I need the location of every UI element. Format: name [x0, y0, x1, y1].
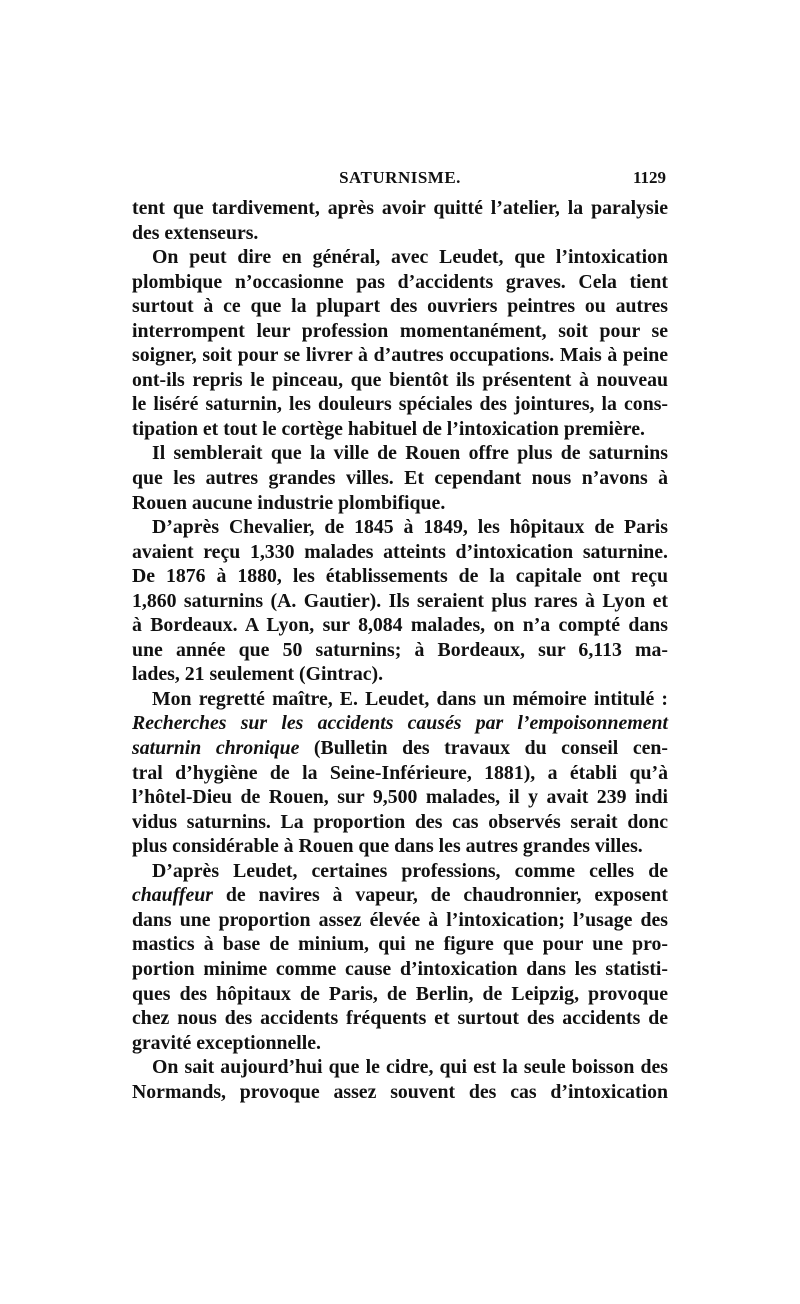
text-line: tral d’hygiène de la Seine-Inférieure, 1881), a établi qu’à — [132, 761, 668, 784]
page-number: 1129 — [632, 168, 666, 187]
text-line: gravité exceptionnelle. — [132, 1031, 321, 1054]
text-line: mastics à base de minium, qui ne figure que pour une pro- — [132, 933, 668, 956]
text-line: On sait aujourd’hui que le cidre, qui est la seule boisson des — [152, 1056, 668, 1079]
text-line: portion minime comme cause d’intoxication dans les statisti- — [132, 957, 668, 980]
text-line: interrompent leur profession momentanément, soit pour se — [132, 319, 668, 342]
text-line: Il semblerait que la ville de Rouen offre plus de saturnins — [152, 442, 668, 465]
text-line: On peut dire en général, avec Leudet, que l’intoxication — [152, 246, 668, 269]
text-line: D’après Leudet, certaines professions, comme celles de — [152, 859, 668, 882]
text-line — [132, 736, 668, 761]
text-line: vidus saturnins. La proportion des cas observés serait donc — [132, 810, 668, 833]
text-line: Rouen aucune industrie plombifique. — [132, 491, 446, 514]
page-header — [132, 164, 668, 190]
text-line: surtout à ce que la plupart des ouvriers peintres ou autres — [132, 295, 668, 318]
text-line: soigner, soit pour se livrer à d’autres occupations. Mais à peine — [132, 344, 668, 367]
text-line: avaient reçu 1,330 malades atteints d’intoxication saturnine. — [132, 540, 668, 563]
text-line: Mon regretté maître, E. Leudet, dans un mémoire intitulé : — [152, 687, 668, 710]
text-line: des extenseurs. — [132, 221, 259, 244]
text-line: le liséré saturnin, les douleurs spéciales des jointures, la cons- — [132, 393, 668, 416]
body-text — [132, 196, 668, 1104]
text-line: 1,860 saturnins (A. Gautier). Ils seraient plus rares à Lyon et — [132, 589, 668, 612]
text-line: D’après Chevalier, de 1845 à 1849, les hôpitaux de Paris — [152, 516, 668, 539]
text-line: ont-ils repris le pinceau, que bientôt ils présentent à nouveau — [132, 368, 668, 391]
text-line: une année que 50 saturnins; à Bordeaux, sur 6,113 ma- — [132, 638, 668, 661]
text-line — [132, 883, 668, 908]
text-line: tent que tardivement, après avoir quitté l’atelier, la paralysie — [132, 197, 668, 219]
text-line: Normands, provoque assez souvent des cas d’intoxication — [132, 1080, 668, 1103]
text-line: chez nous des accidents fréquents et surtout des accidents de — [132, 1007, 668, 1030]
text-line: plombique n’occasionne pas d’accidents graves. Cela tient — [132, 270, 668, 293]
text-line: plus considérable à Rouen que dans les autres grandes villes. — [132, 835, 643, 858]
text-line-italic-title: Recherches sur les accidents causés par l’empoisonnement — [132, 712, 668, 735]
text-line: dans une proportion assez élevée à l’intoxication; l’usage des — [132, 908, 668, 931]
italic-title-end: saturnin chronique — [132, 737, 300, 760]
text-line: l’hôtel-Dieu de Rouen, sur 9,500 malades, il y avait 239 indi — [132, 786, 668, 809]
text-line: que les autres grandes villes. Et cependant nous n’avons à — [132, 467, 668, 490]
text-line-rest: (Bulletin des travaux du conseil cen- — [299, 737, 668, 760]
text-line: tipation et tout le cortège habituel de l’intoxication première. — [132, 417, 645, 440]
running-title: SATURNISME. — [339, 168, 461, 187]
text-line-rest: de navires à vapeur, de chaudronnier, exposent — [212, 884, 668, 907]
text-line: De 1876 à 1880, les établissements de la capitale ont reçu — [132, 565, 668, 588]
text-line: à Bordeaux. A Lyon, sur 8,084 malades, on n’a compté dans — [132, 614, 668, 637]
text-line: lades, 21 seulement (Gintrac). — [132, 663, 384, 686]
text-line: ques des hôpitaux de Paris, de Berlin, de Leipzig, provoque — [132, 982, 668, 1005]
italic-word: chauffeur — [132, 884, 213, 907]
